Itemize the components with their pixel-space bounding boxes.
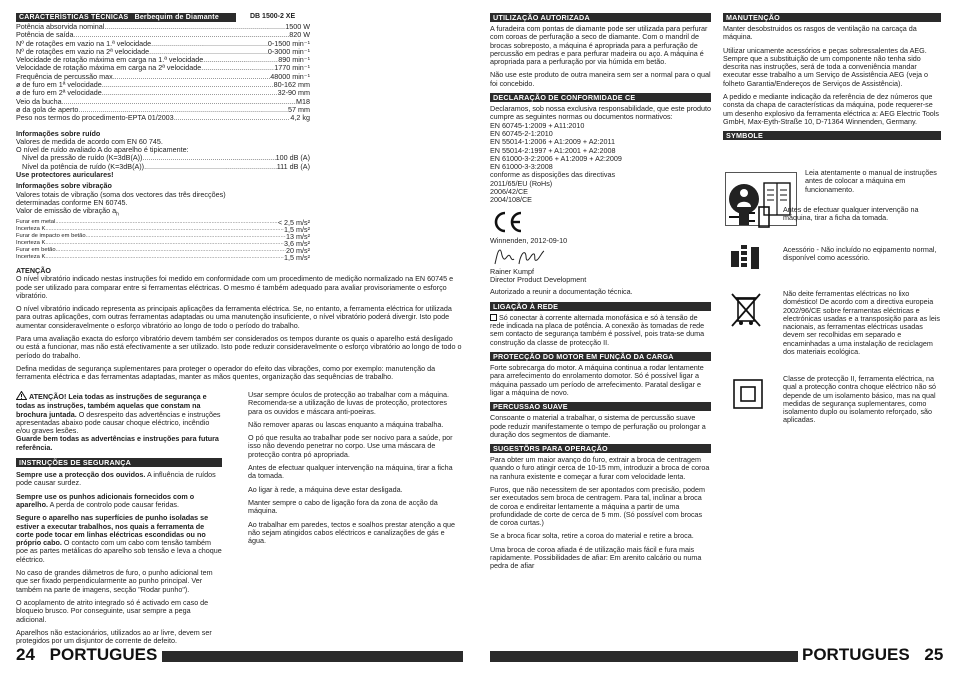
weee-bin-icon (729, 290, 765, 330)
row-label: Nível da potência de ruído (K=3dB(A)) (22, 162, 145, 171)
suggestion-paragraph: Uma broca de coroa afiada é de utilização mais fácil e fura mais rapidamente. Possibilidades de afiar: Em arenito calcário ou numa pedra de afiar (490, 544, 702, 571)
spec-row (16, 48, 310, 56)
row-value: 111 dB (A) (276, 162, 310, 171)
safety-paragraph: Ao trabalhar em paredes, tectos e soalhos prestar atenção a que não sejam atingidos cabos eléctricos e canalizações de gás e água. (248, 519, 455, 546)
spec-row (22, 154, 310, 162)
row-label: Furar em betão (16, 246, 56, 253)
decl-bar: DECLARAÇÃO DE CONFORMIDADE CE (490, 93, 711, 102)
safety-item-text: Aparelhos não estacionários, utilizados ao ar livre, devem ser protegidos por um disjuntor de corrente de defeito. (16, 627, 212, 646)
safety-item-bold: Segure o aparelho nas superfícies de punho isoladas se estiver a executar trabalhos, nos quais a ferramenta de corte pode tocar em linhas eléctricas escondidas ou no próprio cabo. (16, 513, 209, 548)
atencao-title: ATENÇÃO (16, 266, 52, 275)
row-value: 3,6 m/s² (284, 239, 310, 247)
row-value: 57 mm (288, 105, 310, 114)
row-label: Incerteza K (16, 253, 46, 260)
safety-paragraph: Manter sempre o cabo de ligação fora da zona de acção da máquina. (248, 497, 438, 516)
safety-item-bold: Sempre use os punhos adicionais fornecidos com o aparelho. (16, 491, 195, 509)
spec-row (16, 23, 310, 31)
safety-item (16, 629, 222, 646)
noise-intro: Valores de medida de acordo com EN 60 745. (16, 136, 163, 146)
row-label: Incerteza K (16, 225, 46, 232)
row-label: Furar em metal (16, 218, 56, 225)
decl-auth: Autorizado a reunir a documentação técnica. (490, 286, 633, 296)
specs-header (16, 13, 310, 22)
maintenance-paragraph: A pedido e mediante indicação da referência de dez números que consta da chapa de características da máquina, pode requerer-se um desenho explosivo da ferramenta eléctrica a: AEG Electric Tools GmbH, Max-Eyth-Straße 10, D-71364 Winnenden, Germany. (723, 92, 939, 126)
row-label: Nível da pressão de ruído (K=3dB(A)) (22, 154, 143, 163)
vib-emission: Valor de emissão de vibração $a_h$ (16, 206, 119, 218)
noise-title: Informações sobre ruído (16, 128, 101, 138)
unplug-icon (727, 203, 773, 231)
leader-dots (102, 89, 278, 97)
spec-row (16, 89, 310, 97)
safety-item-bold: Sempre use a protecção dos ouvidos. (16, 470, 146, 480)
symb-bar: SYMBOLE (723, 131, 941, 140)
noise-protect: Use protectores auriculares! (16, 170, 114, 180)
leader-dots (144, 163, 277, 171)
right-page-number: 25 (924, 645, 944, 664)
decl-line: EN 55014-1:2006 + A1:2009 + A2:2011 (490, 137, 615, 147)
row-label: Incerteza K (16, 239, 46, 246)
safety-item (16, 514, 222, 564)
row-value: < 2,5 m/s² (277, 218, 310, 226)
spec-row (16, 64, 310, 72)
warning-block (16, 391, 222, 452)
decl-line: EN 61000-3-2:2006 + A1:2009 + A2:2009 (490, 153, 622, 163)
safety-paragraph: Ao ligar à rede, a máquina deve estar desligada. (248, 484, 403, 494)
spec-row (16, 31, 310, 39)
decl-place: Winnenden, 2012-09-10 (490, 235, 568, 245)
sug-list (490, 456, 711, 571)
leader-dots (45, 240, 284, 247)
specs-header-title: CARACTERÍSTICAS TÉCNICAS (19, 14, 129, 21)
atencao-p1: O nível vibratório indicado nestas instruções foi medido em conformidade com um procedimento de medição normalizado na EN 60745 e pode ser utilizado para comparar entre si ferramentas eléctricas. O mesmo é também adequado para avaliar provisoriamente o esforço vibratório. (16, 274, 454, 300)
signature (492, 247, 711, 267)
row-label: Nº de rotações em vazio na 1.ª velocidade (16, 39, 152, 48)
warning-keep: Guarde bem todas as advertências e instruções para futura referência. (16, 434, 219, 452)
row-label: ø de furo em 1ª velocidade (16, 81, 102, 90)
row-value: 1,5 m/s² (284, 225, 310, 233)
spec-row (16, 114, 310, 122)
safety-paragraph: Usar sempre óculos de protecção ao trabalhar com a máquina. Recomenda-se a utilização de luvas de protecção, protectores para os ouvidos e máscara anti-poeiras. (248, 390, 449, 416)
leader-dots (78, 106, 288, 114)
row-label: ø de furo em 2ª velocidade (16, 89, 102, 98)
suggestion-paragraph: Furos, que não necessitem de ser apontados com precisão, podem ser executados sem broca de centragem. Para tal, inclinar a broca de coroa e endireitar lentamente a máquina a partir de uma profundidade de corte de cerca de 5 mm. (Só possível com brocas de coroa curtas.) (490, 484, 705, 528)
atencao-p4: Defina medidas de segurança suplementares para proteger o operador do efeito das vibrações, como por exemplo: manutenção da ferramenta eléctrica e das ferramentas adaptadas, manter as mãos quentes, organização das sequências de trabalho. (16, 363, 436, 382)
row-value: 20 m/s² (286, 246, 310, 254)
decl-line: EN 61000-3-3:2008 (490, 162, 553, 172)
safety-bar: INSTRUÇÕES DE SEGURANÇA (16, 458, 222, 467)
spec-row (16, 240, 310, 247)
specs-header-model: DB 1500-2 XE (250, 13, 296, 21)
decl-intro: Declaramos, sob nossa exclusiva responsabilidade, que este produto cumpre as seguintes normas ou documentos normativos: (490, 104, 711, 122)
row-value: M18 (296, 97, 310, 106)
spec-row (16, 247, 310, 254)
safety-item-text: O contacto com um cabo com tensão também poe as partes metálicas do aparelho sob tensão e leva a choque eléctrico. (16, 538, 222, 564)
leader-dots (55, 219, 278, 226)
ce-mark (492, 211, 711, 233)
warning-text: O desrespeito das advertências e instruções apresentadas abaixo pode causar choque eléctrico, incêndio e/ou graves lesões. (16, 409, 221, 436)
atencao-p2: O nível vibratório indicado representa as principais aplicações da ferramenta eléctrica. Se, no entanto, a ferramenta eléctrica for utilizada para outras aplicações, com outras ferramentas adaptadas ou uma manutenção insuficiente, o nível vibratório poderá divergir. Isto pode aumentar consideravelmente o esforço vibratório ao longo de todo o período do trabalho. (16, 304, 452, 330)
safety-paragraph: Antes de efectuar qualquer intervenção na máquina, tirar a ficha da tomada. (248, 463, 453, 481)
symbol-row-2 (723, 203, 941, 233)
row-label: Potência de saída (16, 31, 74, 40)
spec-row (16, 81, 310, 89)
safety-paragraph: O pó que resulta ao trabalhar pode ser nocivo para a saúde, por isso não devendo penetrar no corpo. Use uma máscara de protecção contra pó apropriada. (248, 433, 453, 459)
leader-dots (45, 254, 284, 261)
noise-table (16, 154, 310, 171)
leader-dots (203, 56, 278, 64)
suggestion-paragraph: Se a broca ficar solta, retire a coroa do material e retire a broca. (490, 531, 694, 541)
row-value: 32-90 mm (277, 89, 310, 98)
spec-row (16, 106, 310, 114)
right-footer (802, 646, 943, 664)
atencao-section (16, 267, 462, 387)
safety-item-text: O acoplamento de atrito integrado só é activado em caso de bloqueio brusco. Por conseguinte, usar sempre a pega adicional. (16, 597, 209, 624)
leader-dots (102, 81, 274, 89)
row-label: Furar de impacto em betão (16, 232, 86, 239)
symbol-text-4: Não deite ferramentas eléctricas no lixo doméstico! De acordo com a directiva europeia 2002/96/CE sobre ferramentas eléctricas e electrónicas usadas e a transposição para as leis nacionais, as ferramentas eléctricas usadas devem ser recolhidas em separado e encaminhadas a uma instalação de reciclagem dos materiais ecológica. (783, 289, 941, 357)
row-label: Velocidade de rotação máxima em carga na 1.ª velocidade (16, 56, 204, 65)
right-footer-lang: PORTUGUES (802, 645, 910, 664)
decl-line: 2004/108/CE (490, 195, 532, 205)
row-value: 48000 min⁻¹ (270, 72, 310, 81)
uso-bar: UTILIZAÇÃO AUTORIZADA (490, 13, 711, 22)
maintenance-paragraph: Manter desobstruidos os rasgos de ventilação na carcaça da máquina. (723, 24, 917, 42)
leader-dots (74, 31, 290, 39)
warning-bold: ATENÇÃO! Leia todas as instruções de segurança e todas as instruções, também aquelas que constam na brochura juntada. (16, 392, 207, 419)
leader-dots (201, 64, 274, 72)
safety-item (16, 599, 222, 624)
decl-line: EN 60745-2-1:2010 (490, 128, 553, 138)
symbol-row-5 (723, 375, 941, 437)
uso-p2: Não use este produto de outra maneira sem ser a normal para o qual foi concebido. (490, 70, 711, 88)
right-col-1 (490, 13, 711, 576)
perc-text: Consoante o material a trabalhar, o sistema de percussão suave pode reduzir manifestamente o tempo de perfuração ou prolongar a duração dos segmentos de diamante. (490, 413, 706, 439)
symbol-text-1: Leia atentamente o manual de instruções antes de colocar a máquina em funcionamento. (805, 168, 937, 194)
decl-line: 2011/65/EU (RoHs) (490, 178, 553, 188)
row-value: 0-3000 min⁻¹ (267, 47, 310, 56)
leader-dots (104, 23, 285, 31)
symbol-row-4 (723, 288, 941, 358)
row-value: 0-1500 min⁻¹ (267, 39, 310, 48)
safety-paragraph: Não remover aparas ou lascas enquanto a máquina trabalha. (248, 419, 444, 429)
left-footer (16, 646, 157, 664)
spec-row (16, 219, 310, 226)
row-label: Peso nos termos do procedimento-EPTA 01/2003 (16, 114, 174, 123)
symbol-text-5: Classe de protecção II, ferramenta eléctrica, na qual a protecção contra choque eléctrico não só depende de um isolamento básico, mas na qual medidas de segurança suplementares, como isolamento duplo ou isolamento reforçado, são aplicadas. (783, 374, 937, 425)
leader-dots (62, 98, 296, 106)
safety-column (16, 391, 222, 650)
spec-row (16, 40, 310, 48)
row-label: Frequência de percussão max (16, 72, 113, 81)
rede-text: Só conectar à corrente alternada monofásica e só à tensão de rede indicada na placa de potência. A conexão às tomadas de rede sem contacto de segurança também é possível, pois trata-se duma construção da classe de protecção II. (490, 312, 705, 347)
specs-section (16, 13, 310, 261)
leader-dots (174, 114, 291, 122)
safety-item (16, 493, 222, 510)
leader-dots (86, 233, 286, 240)
decl-line: 2006/42/CE (490, 187, 528, 197)
row-label: Potência absorvida nominal (16, 23, 105, 31)
safety-list (16, 471, 222, 645)
row-label: Velocidade de rotação máxima em carga na 2ª velocidade (16, 64, 202, 73)
safety-item-text: A perda de controlo pode causar feridas. (47, 499, 180, 509)
spec-row (16, 56, 310, 64)
uso-p1: A furadeira com pontas de diamante pode ser utilizada para perfurar com coroas de perfuração a seco de diamante. Com o mandril de brocas sobreposto, a máquina é apropriada para a perfuração de percussão em pedras e para perfurar madeira ou aço. A máquina é apropriada para a perfuração por via húmida em betão. (490, 24, 708, 67)
row-value: 13 m/s² (286, 232, 310, 240)
leader-dots (56, 247, 286, 254)
safety-item (16, 569, 222, 594)
mid-column (248, 391, 460, 550)
left-page-number: 24 (16, 645, 35, 664)
left-footer-lang: PORTUGUES (49, 645, 158, 664)
manut-list (723, 25, 941, 126)
symbol-text-3: Acessório - Não incluído no eqipamento normal, disponível como acessório. (783, 245, 937, 263)
decl-line: EN 55014-2:1997 + A1:2001 + A2:2008 (490, 145, 616, 155)
noise-intro2: O nível de ruído avaliado A do aparelho é tipicamente: (16, 145, 189, 155)
spec-row (16, 98, 310, 106)
suggestion-paragraph: Para obter um maior avanço do furo, extrair a broca de centragem quando o furo atingir cerca de 10-15 mm, introduzir a broca de coroa na ranhura existente e começar a furar com velocidade lenta. (490, 455, 710, 481)
class-ii-icon (733, 379, 763, 409)
spec-table (16, 23, 310, 123)
vib-intro: Valores totais de vibração (soma dos vectores das três direcções) determinadas conforme EN 60745. (16, 189, 226, 207)
perc-bar: PERCUSSAO SUAVE (490, 402, 711, 411)
row-label: ø da gola de aperto (16, 105, 79, 114)
sug-bar: SUGESTÕRS PARA OPERAÇÃO (490, 444, 711, 453)
leader-dots (113, 73, 271, 81)
left-footer-bar (162, 651, 463, 662)
symbol-row-3 (723, 243, 941, 275)
leader-dots (142, 154, 275, 162)
row-label: Veio da bucha (16, 97, 62, 106)
accessory-icon (727, 243, 763, 273)
vib-table (16, 219, 310, 261)
class-ii-small-icon (490, 314, 497, 321)
leader-dots (45, 226, 284, 233)
manut-bar: MANUTENÇÃO (723, 13, 941, 22)
row-value: 4,2 kg (290, 114, 310, 123)
row-value: 100 dB (A) (275, 154, 310, 163)
spec-row (16, 254, 310, 261)
decl-line: EN 60745-1:2009 + A11:2010 (490, 120, 585, 130)
motor-text: Forte sobrecarga do motor. A máquina continua a rodar lentamente para arrefecimento do enrolamento domotor. Só é possível ligar a máquina passado um período de arrefecimento. Paratal desligar e ligar a máquina de novo. (490, 363, 704, 397)
atencao-p3: Para uma avaliação exacta do esforço vibratório devem também ser considerados os tempos durante os quais o aparelho está desligado ou está a funcionar, mas não está efectivamente a ser utilizado. Isto pode reduzir consideravelmente o esforço vibratório ao longo de todo o período do trabalho. (16, 334, 462, 360)
row-label: Nº de rotações em vazio na 2ª velocidade (16, 47, 150, 56)
leader-dots (151, 40, 268, 48)
row-value: 1,5 m/s² (284, 253, 310, 261)
decl-name: Rainer Kumpf (490, 266, 534, 276)
vib-title: Informações sobre vibração (16, 181, 112, 191)
spec-row (16, 233, 310, 240)
row-value: 890 min⁻¹ (278, 56, 310, 65)
decl-line: conforme as disposições das directivas (490, 170, 616, 180)
symbol-text-2: Antes de efectuar qualquer intervenção na máquina, tirar a ficha da tomada. (783, 205, 919, 223)
row-value: 820 W (289, 31, 310, 40)
rede-bar: LIGAÇÃO À REDE (490, 302, 711, 311)
decl-role: Director Product Development (490, 275, 587, 285)
right-col-2 (723, 13, 941, 140)
row-value: 1770 min⁻¹ (274, 64, 310, 73)
specs-header-sub: Berbequim de Diamante (134, 14, 219, 21)
row-value: 1500 W (285, 23, 310, 31)
motor-bar: PROTECÇÃO DO MOTOR EM FUNÇÃO DA CARGA (490, 352, 711, 361)
mid-list (248, 391, 460, 545)
right-footer-bar (490, 651, 798, 662)
safety-item (16, 471, 222, 488)
row-value: 80-162 mm (273, 81, 310, 90)
spec-row (16, 226, 310, 233)
safety-item-text: A influência de ruídos pode causar surdez. (16, 470, 216, 488)
safety-item-text: No caso de grandes diâmetros de furo, o punho adicional tem que ser fixado perpendicularmente ao punho principal. Ver também na parte de imagens, secção "Rodar punho"). (16, 568, 213, 594)
spec-row (16, 73, 310, 81)
leader-dots (149, 48, 268, 56)
decl-lines (490, 122, 711, 205)
maintenance-paragraph: Utilizar unicamente acessórios e peças sobressalentes da AEG. Sempre que a substituição de um componente não tenha sido descrita nas instruções, será de toda a conveniência mandar executar esse trabalho a um Serviço de Assistência AEG (veja o folheto Garantia/Endereços de Serviços de Assistência). (723, 45, 928, 88)
